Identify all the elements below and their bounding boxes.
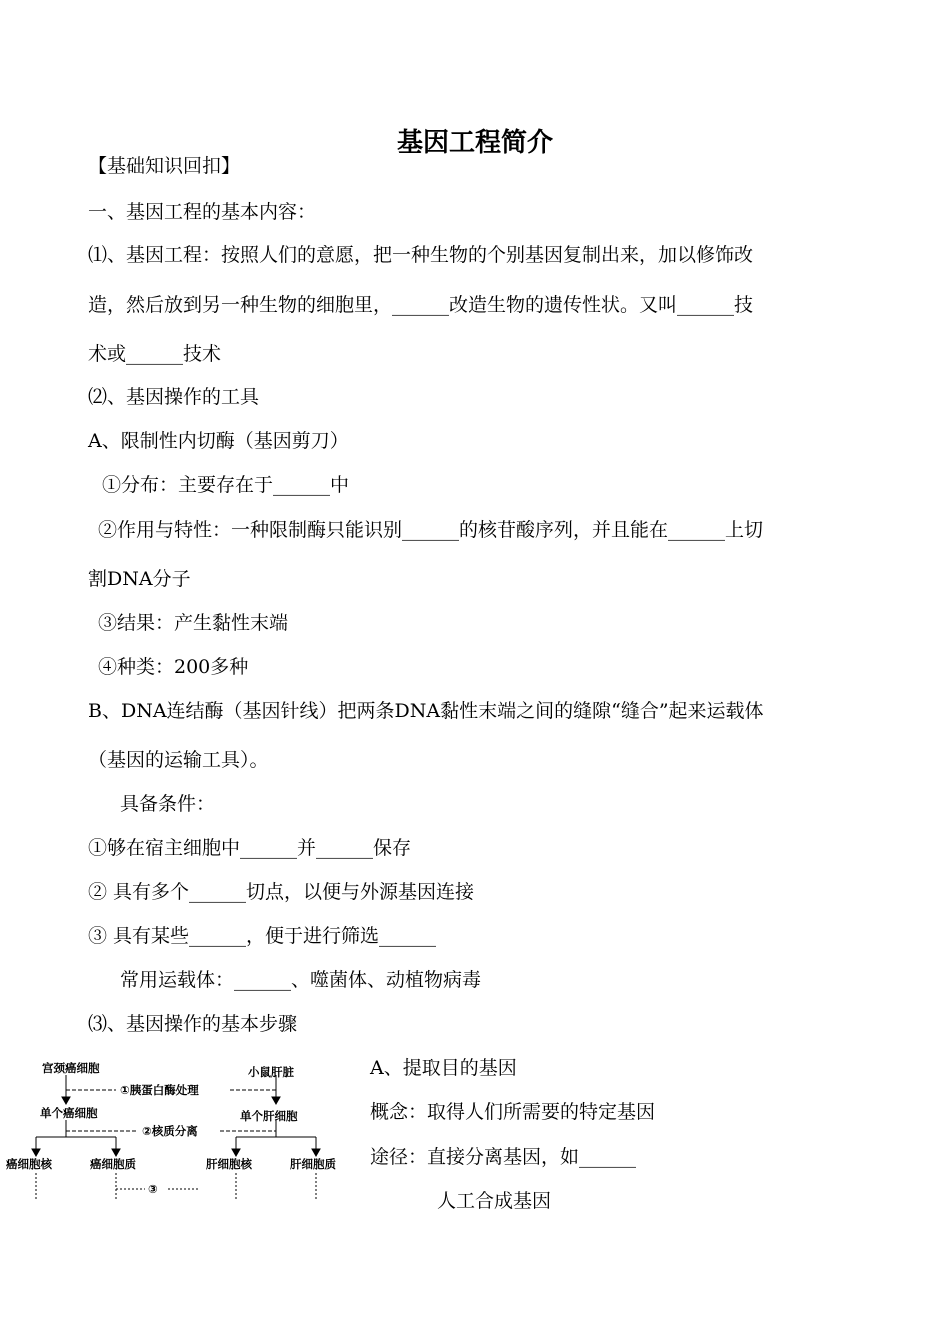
route-text: 途径：直接分离基因，如______ bbox=[370, 1146, 637, 1168]
text-line: （基因的运输工具）。 bbox=[88, 749, 269, 771]
text-line: ①够在宿主细胞中______并______保存 bbox=[88, 837, 412, 859]
label-cancer-cytoplasm: 癌细胞质 bbox=[90, 1157, 136, 1171]
label-step3: ③ bbox=[148, 1182, 158, 1196]
text-line: ⑵、基因操作的工具 bbox=[88, 386, 260, 408]
label-cervical-cancer-cell: 宫颈癌细胞 bbox=[42, 1061, 100, 1075]
text-line: ② 具有多个______切点，以便与外源基因连接 bbox=[88, 881, 475, 903]
label-cancer-nucleus: 癌细胞核 bbox=[6, 1157, 52, 1171]
text-line: B、DNA连结酶（基因针线）把两条DNA黏性末端之间的缝隙“缝合”起来运载体 bbox=[88, 700, 764, 722]
text-line: 术或______技术 bbox=[88, 343, 222, 365]
text-line: ②作用与特性：一种限制酶只能识别______的核苷酸序列，并且能在______上切 bbox=[98, 519, 764, 541]
label-step2: ②核质分离 bbox=[142, 1124, 198, 1138]
text-line: 常用运载体：______、噬菌体、动植物病毒 bbox=[120, 969, 482, 991]
text-line: 造，然后放到另一种生物的细胞里，______改造生物的遗传性状。又叫______技 bbox=[88, 294, 754, 316]
text-line: ④种类：200多种 bbox=[98, 656, 249, 678]
label-liver-nucleus: 肝细胞核 bbox=[206, 1157, 252, 1171]
step-a-heading: A、提取目的基因 bbox=[370, 1057, 517, 1079]
page-title: 基因工程简介 bbox=[396, 128, 553, 158]
text-line: ⑴、基因工程：按照人们的意愿，把一种生物的个别基因复制出来，加以修饰改 bbox=[88, 244, 754, 266]
text-line: 具备条件： bbox=[120, 793, 216, 815]
concept-text: 概念：取得人们所需要的特定基因 bbox=[370, 1101, 656, 1123]
text-line: 割DNA分子 bbox=[88, 568, 191, 590]
text-line: 一、基因工程的基本内容： bbox=[88, 201, 317, 223]
route-text-2: 人工合成基因 bbox=[437, 1190, 552, 1212]
cell-separation-diagram bbox=[0, 1055, 360, 1215]
label-step1: ①胰蛋白酶处理 bbox=[120, 1083, 199, 1097]
label-single-cancer-cell: 单个癌细胞 bbox=[40, 1106, 98, 1120]
label-liver-cytoplasm: 肝细胞质 bbox=[290, 1157, 336, 1171]
text-line: ③ 具有某些______，便于进行筛选______ bbox=[88, 925, 437, 947]
text-line: ⑶、基因操作的基本步骤 bbox=[88, 1013, 298, 1035]
label-single-liver-cell: 单个肝细胞 bbox=[240, 1109, 298, 1123]
section-header: 【基础知识回扣】 bbox=[88, 155, 241, 177]
text-line: ①分布：主要存在于______中 bbox=[102, 474, 350, 496]
text-line: A、限制性内切酶（基因剪刀） bbox=[88, 430, 349, 452]
text-line: ③结果：产生黏性末端 bbox=[98, 612, 289, 634]
label-mouse-liver: 小鼠肝脏 bbox=[248, 1065, 294, 1079]
